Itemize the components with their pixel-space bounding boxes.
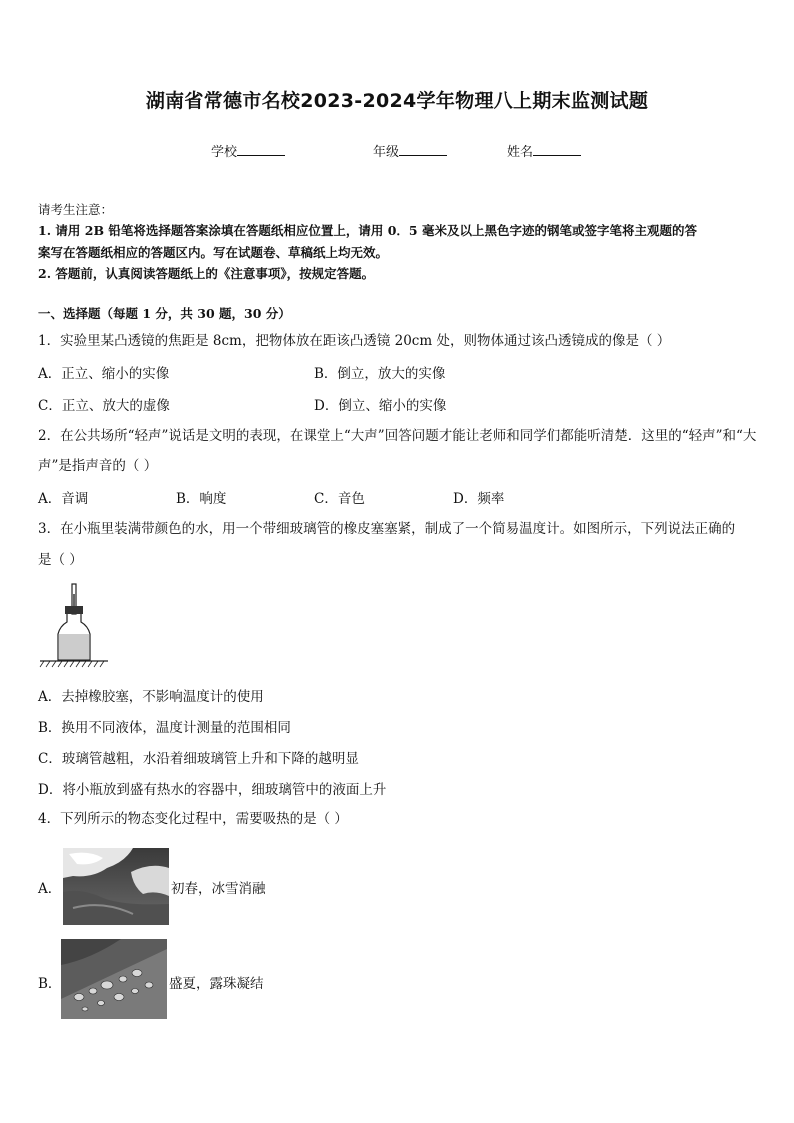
notice-item1-line2: 案写在答题纸相应的答题区内。写在试题卷、草稿纸上均无效。 bbox=[38, 245, 389, 260]
dew-drops-photo bbox=[61, 939, 167, 1019]
question-3-line2: 是（ ） bbox=[38, 552, 83, 568]
melting-snow-photo bbox=[63, 848, 169, 925]
name-blank[interactable] bbox=[533, 142, 581, 156]
q1-option-a[interactable]: A．正立、缩小的实像 bbox=[38, 366, 170, 382]
page-title: 湖南省常德市名校2023-2024学年物理八上期末监测试题 bbox=[145, 90, 649, 112]
school-blank[interactable] bbox=[237, 142, 285, 156]
q4-option-a-label[interactable]: A． bbox=[38, 881, 62, 897]
question-3-line1: 3．在小瓶里装满带颜色的水，用一个带细玻璃管的橡皮塞塞紧，制成了一个简易温度计。如图所示，下列说法正确的 bbox=[38, 521, 736, 537]
thermometer-bottle-figure bbox=[38, 582, 114, 670]
q1-option-b[interactable]: B．倒立，放大的实像 bbox=[314, 366, 446, 382]
notice-item2: 2. 答题前，认真阅读答题纸上的《注意事项》，按规定答题。 bbox=[38, 266, 375, 281]
question-2-line1: 2．在公共场所“轻声”说话是文明的表现，在课堂上“大声”回答问题才能让老师和同学们都能听清楚．这里的“轻声”和“大 bbox=[38, 428, 757, 444]
q3-option-b[interactable]: B．换用不同液体，温度计测量的范围相同 bbox=[38, 720, 291, 736]
grade-blank[interactable] bbox=[399, 142, 447, 156]
school-field bbox=[211, 141, 285, 160]
q4-option-b-label[interactable]: B． bbox=[38, 976, 62, 992]
q4-option-b-caption: 盛夏，露珠凝结 bbox=[169, 976, 264, 992]
q3-option-c[interactable]: C．玻璃管越粗，水沿着细玻璃管上升和下降的越明显 bbox=[38, 751, 359, 767]
q1-option-c[interactable]: C．正立、放大的虚像 bbox=[38, 398, 170, 414]
q3-option-d[interactable]: D．将小瓶放到盛有热水的容器中，细玻璃管中的液面上升 bbox=[38, 782, 387, 798]
q2-option-d[interactable]: D．频率 bbox=[453, 491, 505, 507]
q2-option-c[interactable]: C．音色 bbox=[314, 491, 365, 507]
question-1-stem: 1．实验里某凸透镜的焦距是 8cm，把物体放在距该凸透镜 20cm 处，则物体通过该凸透镜成的像是（ ） bbox=[38, 333, 671, 349]
q2-option-b[interactable]: B．响度 bbox=[176, 491, 227, 507]
grade-label: 年级 bbox=[373, 145, 400, 160]
question-2-line2: 声”是指声音的（ ） bbox=[38, 458, 158, 474]
name-label: 姓名 bbox=[507, 145, 534, 160]
question-4-stem: 4．下列所示的物态变化过程中，需要吸热的是（ ） bbox=[38, 811, 348, 827]
notice-heading: 请考生注意： bbox=[38, 202, 114, 217]
name-field bbox=[507, 141, 581, 160]
notice-item1-line1: 1. 请用 2B 铅笔将选择题答案涂填在答题纸相应位置上，请用 0．5 毫米及以上黑色字迹的钢笔或签字笔将主观题的答 bbox=[38, 223, 697, 238]
section-heading: 一、选择题（每题 1 分，共 30 题，30 分） bbox=[38, 306, 291, 321]
q4-option-a-caption: 初春，冰雪消融 bbox=[171, 881, 266, 897]
q1-option-d[interactable]: D．倒立、缩小的实像 bbox=[314, 398, 447, 414]
school-label: 学校 bbox=[211, 145, 238, 160]
q3-option-a[interactable]: A．去掉橡胶塞，不影响温度计的使用 bbox=[38, 689, 264, 705]
grade-field bbox=[373, 141, 447, 160]
q2-option-a[interactable]: A．音调 bbox=[38, 491, 89, 507]
